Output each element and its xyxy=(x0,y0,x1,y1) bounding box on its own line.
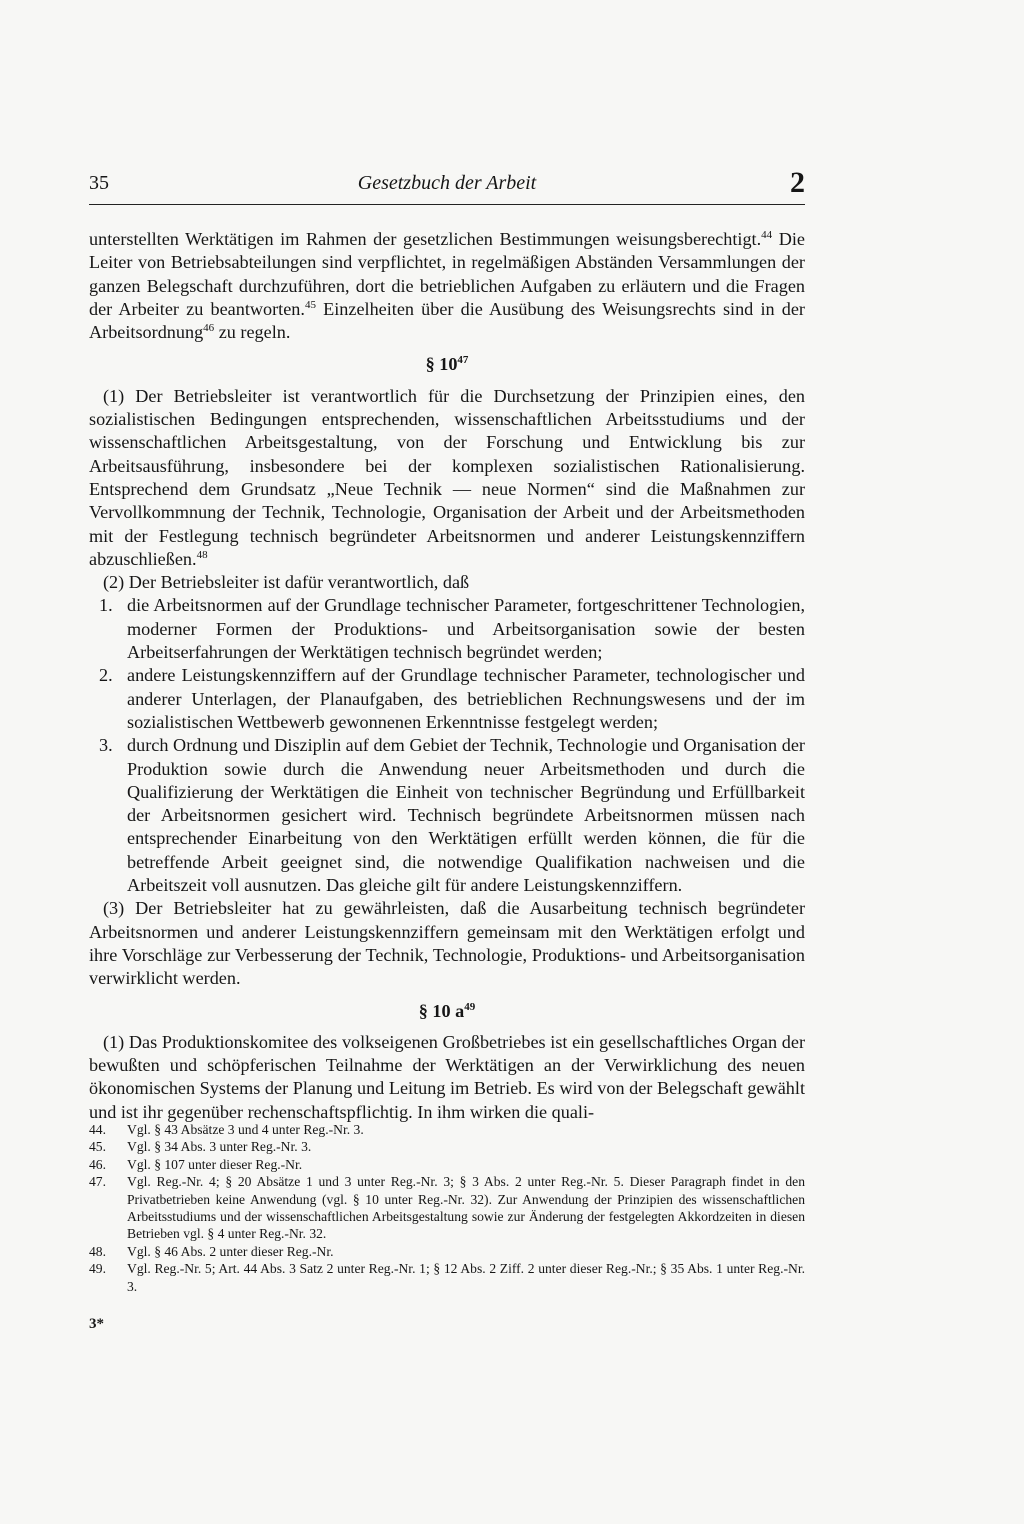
footnote xyxy=(89,1243,805,1260)
footnote-ref-44: 44 xyxy=(761,228,773,241)
running-title: Gesetzbuch der Arbeit xyxy=(357,172,537,194)
footnote xyxy=(89,1173,805,1243)
footnote xyxy=(89,1121,805,1138)
intro-text-2: Die Leiter von Betriebsabteilungen sind verpflichtet, in regelmäßigen Abständen Versammlungen der ganzen Belegschaft durchzuführen, dort die betrieblichen Aufgaben zu erläutern und die Fragen der Arbeiter zu beantworten. xyxy=(89,229,805,319)
running-header xyxy=(89,168,805,208)
section-heading-text: § 10 a xyxy=(418,1000,465,1021)
footnote-ref-49: 49 xyxy=(464,1000,476,1013)
sec10-abs1 xyxy=(89,385,805,571)
footnote-ref-46: 46 xyxy=(203,322,215,335)
list-item-number: 3. xyxy=(99,735,113,756)
page-number: 35 xyxy=(89,172,109,194)
footnote-ref-48: 48 xyxy=(196,548,208,561)
chapter-number: 2 xyxy=(790,166,805,199)
footnote xyxy=(89,1156,805,1173)
footnote-number: 46. xyxy=(89,1156,106,1172)
footnote-text: Vgl. § 46 Abs. 2 unter dieser Reg.-Nr. xyxy=(127,1243,334,1259)
footnote-text: Vgl. § 34 Abs. 3 unter Reg.-Nr. 3. xyxy=(127,1139,312,1155)
list-item-number: 1. xyxy=(99,595,113,616)
list-item xyxy=(89,734,805,897)
footnote xyxy=(89,1260,805,1295)
footnote-text: Vgl. Reg.-Nr. 4; § 20 Absätze 1 und 3 unter Reg.-Nr. 3; § 3 Abs. 2 unter Reg.-Nr. 5. Dieser Paragraph findet in den Privatbetrieben keine Anwendung (vgl. § 10 unter Reg.-Nr. 32). Zur Anwendung der Prinzipien des wissenschaftlichen Arbeitsstudiums und der wissenschaftlichen Arbeitsgestaltung sowie zur Änderung der festgelegten Akkordzeiten in diesen Betrieben vgl. § 4 unter Reg.-Nr. 32. xyxy=(127,1174,805,1242)
list-item xyxy=(89,664,805,734)
footnote-text: Vgl. Reg.-Nr. 5; Art. 44 Abs. 3 Satz 2 unter Reg.-Nr. 1; § 12 Abs. 2 Ziff. 2 unter dieser Reg.-Nr.; § 35 Abs. 1 unter Reg.-Nr. 3. xyxy=(127,1261,805,1294)
intro-paragraph xyxy=(89,228,805,344)
list-item-text: durch Ordnung und Disziplin auf dem Gebiet der Technik, Technologie und Organisation der Produktion sowie durch die Anwendung neuer Arbeitsmethoden und durch die Qualifizierung der Werktätigen die Einheit von technischer Begründung und Erfüllbarkeit der Arbeitsnormen gesichert wird. Technisch begründete Arbeitsnormen müssen nach entsprechender Einarbeitung von den Werktätigen erfüllt werden können, die für die betreffende Arbeit geeignet sind, die notwendige Qualifikation nachweisen und die Arbeitszeit voll ausnutzen. Das gleiche gilt für andere Leistungskennziffern. xyxy=(127,735,805,896)
list-item-text: andere Leistungskennziffern auf der Grundlage technischer Parameter, technologischer und anderer Unterlagen, der Planaufgaben, des betrieblichen Rechnungswesens und der im sozialistischen Wettbewerb gewonnenen Erkenntnisse festgelegt werden; xyxy=(127,665,805,732)
footnote-number: 48. xyxy=(89,1243,106,1259)
sec10a-abs1: (1) Das Produktionskomitee des volkseigenen Großbetriebes ist ein gesellschaftliches Organ der bewußten und schöpferischen Teilnahme der Werktätigen an der Verwirklichung des neuen ökonomischen Systems der Planung und Leitung im Betrieb. Es wird von der Belegschaft gewählt und ist ihr gegenüber rechenschaftspflichtig. In ihm wirken die quali- xyxy=(89,1031,805,1122)
footnote-text: Vgl. § 43 Absätze 3 und 4 unter Reg.-Nr. 3. xyxy=(127,1122,364,1137)
section-heading-10 xyxy=(89,353,805,376)
footnotes xyxy=(89,1121,805,1295)
footnote xyxy=(89,1138,805,1155)
header-rule xyxy=(89,204,805,205)
footnote-text: Vgl. § 107 unter dieser Reg.-Nr. xyxy=(127,1156,303,1172)
footnote-ref-45: 45 xyxy=(304,298,316,311)
footnote-number: 49. xyxy=(89,1261,106,1277)
footnote-number: 45. xyxy=(89,1139,106,1155)
footnote-number: 44. xyxy=(89,1122,106,1137)
list-item xyxy=(89,594,805,664)
signature-mark: 3* xyxy=(89,1316,104,1332)
list-item-number: 2. xyxy=(99,665,113,686)
footnote-ref-47: 47 xyxy=(457,354,469,367)
section-heading-text: § 10 xyxy=(425,354,458,375)
intro-text-1: unterstellten Werktätigen im Rahmen der gesetzlichen Bestimmungen weisungsberechtigt. xyxy=(89,229,762,249)
sec10-abs1-text: (1) Der Betriebsleiter ist verantwortlich für die Durchsetzung der Prinzipien eines, den sozialistischen Bedingungen entsprechenden, wissenschaftlichen Arbeitsstudiums und der wissenschaftlichen Arbeitsgestaltung, von der Forschung und Entwicklung bis zur Arbeitsausführung, insbesondere bei der komplexen sozialistischen Rationalisierung. Entsprechend dem Grundsatz „Neue Technik — neue Normen“ sind die Maßnahmen zur Vervollkommnung der Technik, Technologie, Organisation der Arbeit und der Arbeitsmethoden mit der Festlegung technisch begründeter Arbeitsnormen und anderer Leistungskennziffern abzuschließen. xyxy=(89,385,805,569)
footnote-number: 47. xyxy=(89,1174,106,1190)
section-heading-10a xyxy=(89,1000,805,1023)
intro-text-4: zu regeln. xyxy=(214,322,291,343)
main-text xyxy=(89,228,805,1124)
sec10-abs3: (3) Der Betriebsleiter hat zu gewährleisten, daß die Ausarbeitung technisch begründeter Arbeitsnormen und anderer Leistungskennziffern gemeinsam mit den Werktätigen erfolgt und ihre Vorschläge zur Verbesserung der Technik, Technologie, Produktions- und Arbeitsorganisation verwirklicht werden. xyxy=(89,898,805,989)
sec10-abs2: (2) Der Betriebsleiter ist dafür verantwortlich, daß xyxy=(103,572,470,593)
intro-text-3: Einzelheiten über die Ausübung des Weisungsrechts sind in der Arbeitsordnung xyxy=(89,298,805,343)
list-item-text: die Arbeitsnormen auf der Grundlage technischer Parameter, fortgeschrittener Technologien, moderner Formen der Produktions- und Arbeitsorganisation sowie der besten Arbeitserfahrungen der Werktätigen technisch begründet werden; xyxy=(127,595,805,663)
